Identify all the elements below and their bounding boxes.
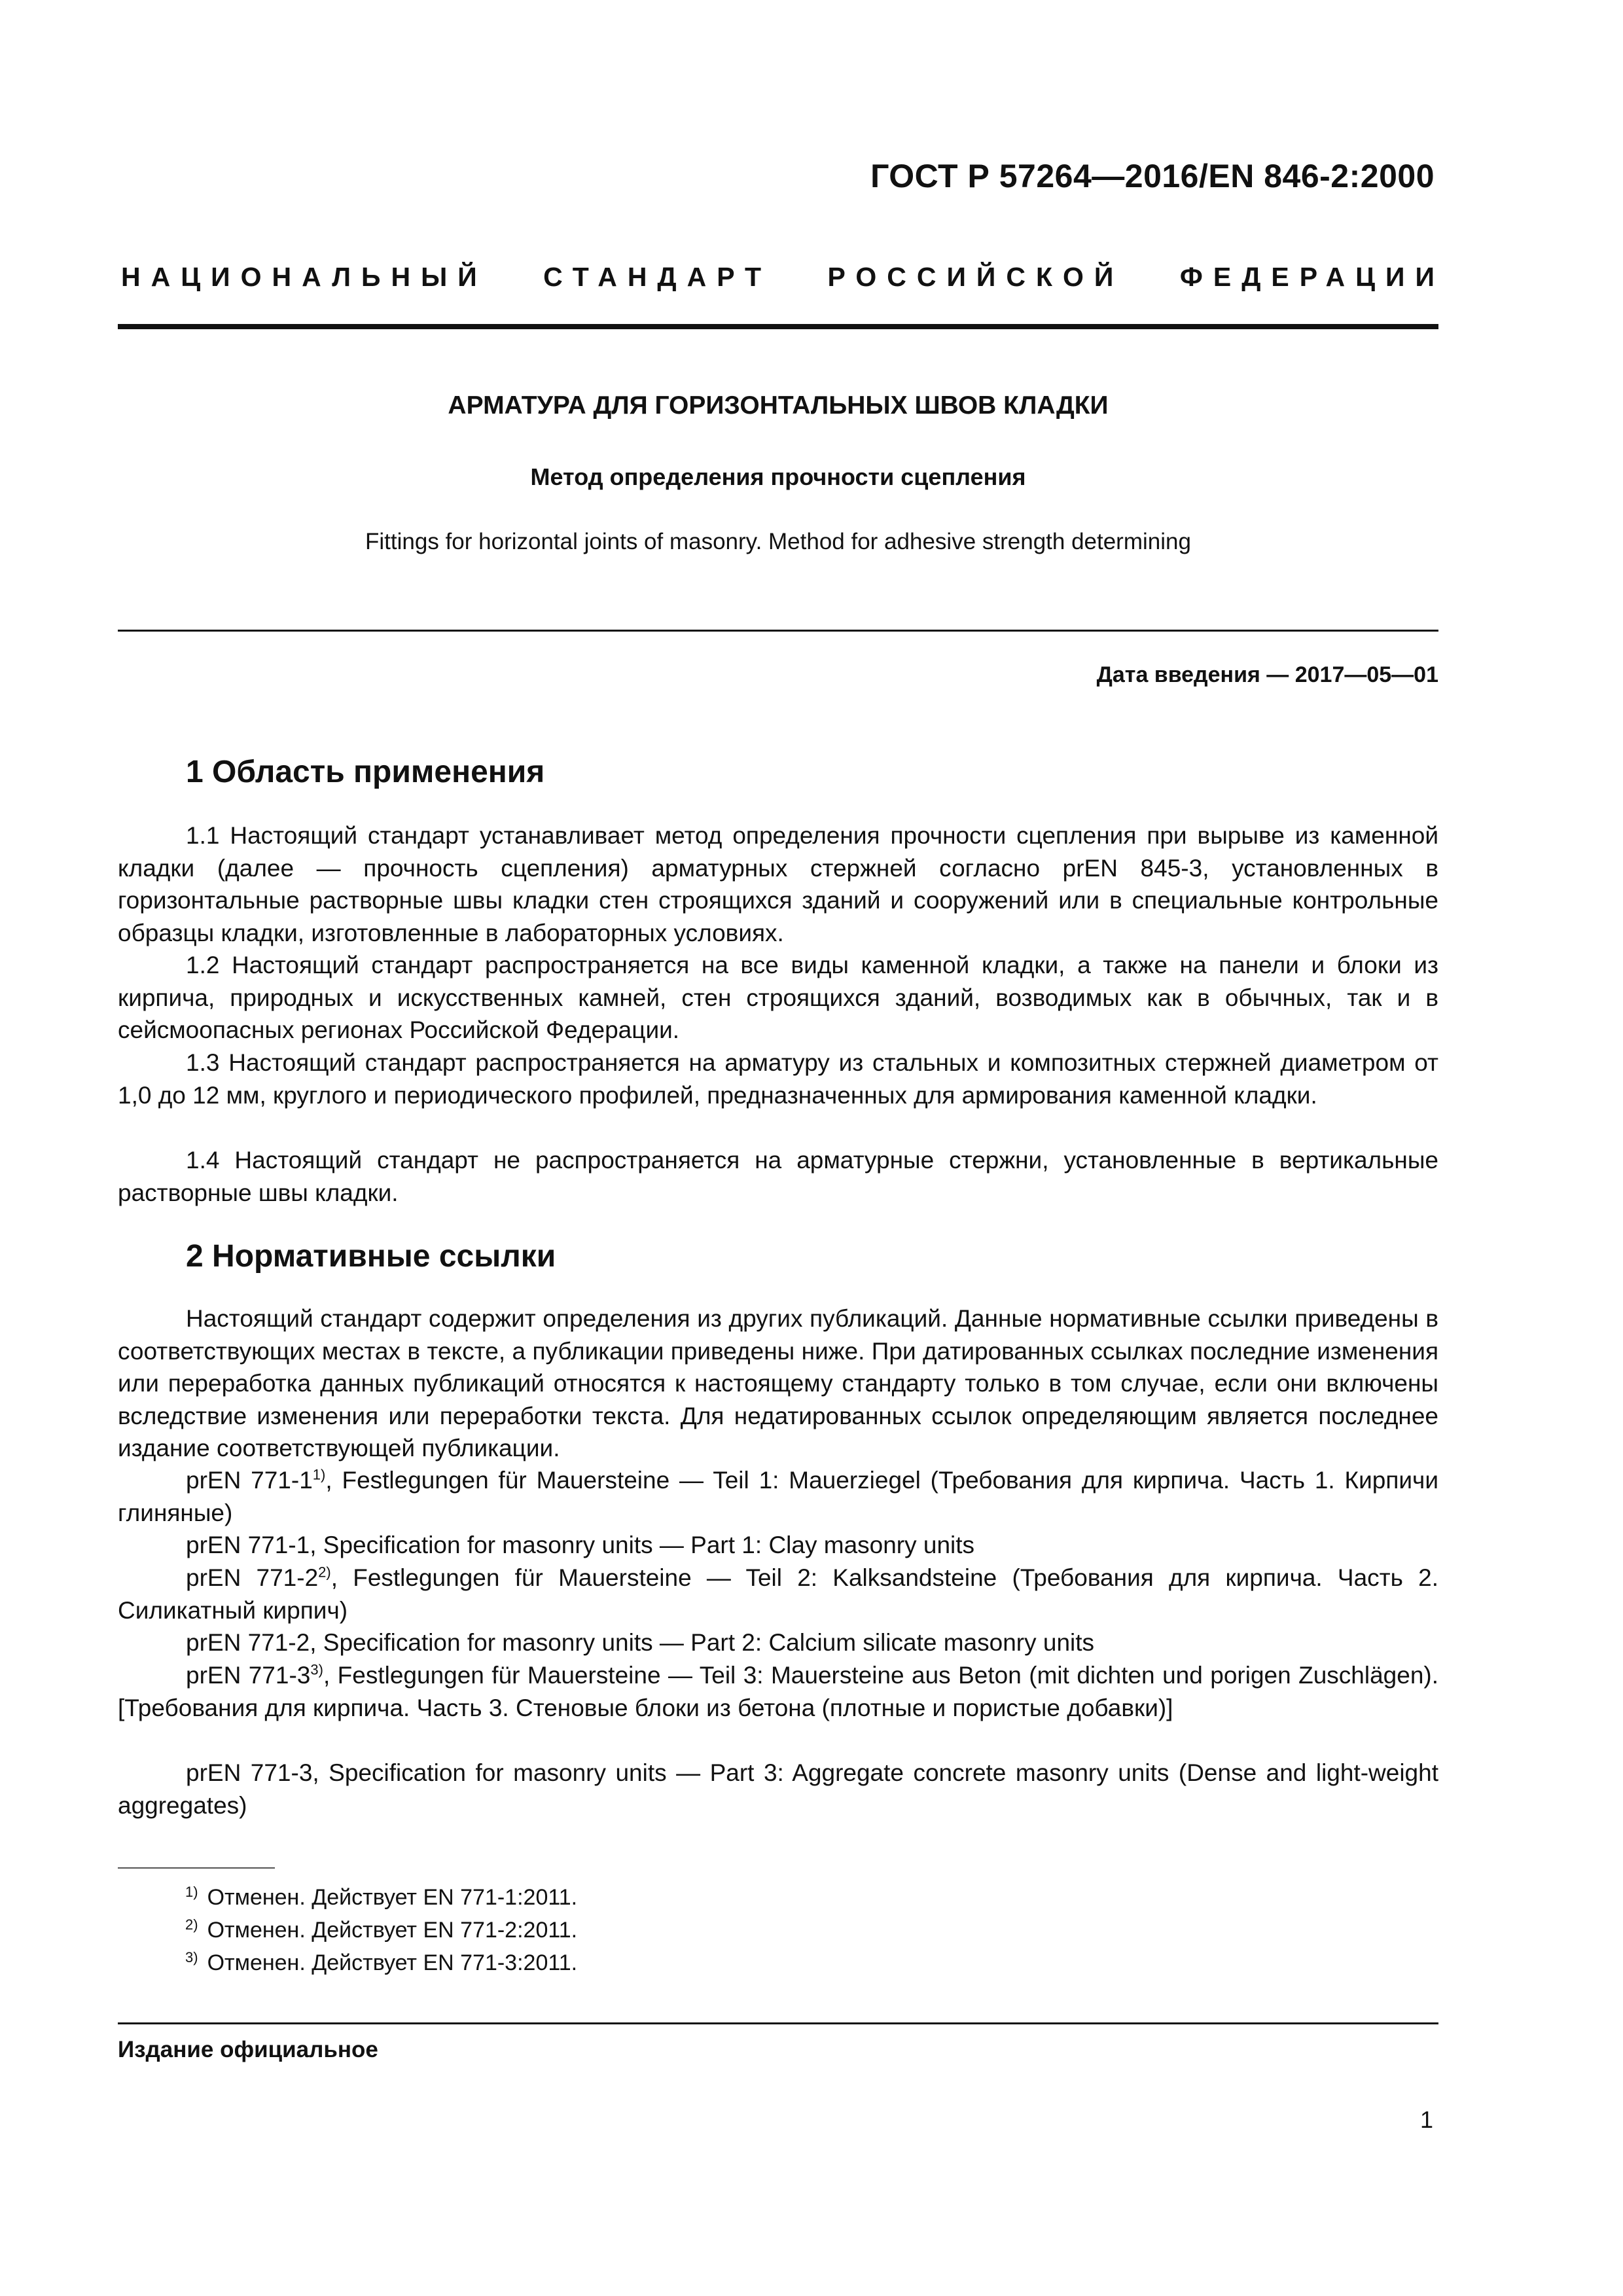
- section-2-intro: [118, 1302, 1438, 1465]
- title-divider: [118, 630, 1438, 632]
- reference-code: prEN 771-3: [186, 1662, 311, 1689]
- footnote-text: Отменен. Действует EN 771-1:2011.: [207, 1885, 578, 1910]
- footnote-marker: 2): [318, 1564, 331, 1581]
- page-number: 1: [1419, 2106, 1433, 2133]
- reference-item: [118, 1757, 1438, 1821]
- national-standard-banner: [121, 262, 1445, 293]
- paragraph-text: Настоящий стандарт содержит определения из других публикаций. Данные нормативные ссылки приведены в соответствующих местах в тексте, а публикации приведены ниже. При датированных ссылках последние изменения или переработка данных публикаций относятся к настоящему стандарту только в том случае, если они включены вследствие изменения или переработки текста. Для недатированных ссылок определяющим является последнее издание соответствующей публикации.: [118, 1305, 1438, 1462]
- reference-text: , Festlegungen für Mauersteine — Teil 2: Kalksandsteine (Требования для кирпича. Часть 2. Силикатный кирпич): [118, 1564, 1438, 1624]
- footnote-mark: 2): [185, 1916, 198, 1933]
- edition-label: Издание официальное: [118, 2037, 378, 2062]
- footnote: [185, 1950, 577, 1976]
- reference-code: prEN 771-1: [186, 1532, 310, 1558]
- reference-code: prEN 771-1: [186, 1467, 313, 1494]
- document-subtitle: Метод определения прочности сцепления: [530, 463, 1026, 490]
- reference-text: , Festlegungen für Mauersteine — Teil 1: Mauerziegel (Требования для кирпича. Часть 1. Кирпичи глиняные): [118, 1467, 1438, 1526]
- document-code: ГОСТ Р 57264—2016/EN 846-2:2000: [870, 158, 1435, 194]
- document-title: АРМАТУРА ДЛЯ ГОРИЗОНТАЛЬНЫХ ШВОВ КЛАДКИ: [448, 391, 1109, 420]
- footnote-text: Отменен. Действует EN 771-3:2011.: [207, 1950, 578, 1975]
- footnote-marker: 1): [312, 1466, 326, 1483]
- paragraph-text: 1.2 Настоящий стандарт распространяется на все виды каменной кладки, а также на панели и блоки из кирпича, природных и искусственных камней, стен строящихся зданий, возводимых как в обычных, так и в сейсмоопасных регионах Российской Федерации.: [118, 952, 1438, 1043]
- banner-word: РОССИЙСКОЙ: [827, 262, 1124, 292]
- footnote: [185, 1918, 577, 1943]
- reference-text: , Specification for masonry units — Part 1: Clay masonry units: [310, 1532, 975, 1558]
- paragraph-text: 1.4 Настоящий стандарт не распространяется на арматурные стержни, установленные в вертикальные растворные швы кладки.: [118, 1147, 1438, 1206]
- footnote-text: Отменен. Действует EN 771-2:2011.: [207, 1918, 578, 1943]
- reference-text: , Specification for masonry units — Part 2: Calcium silicate masonry units: [310, 1629, 1095, 1656]
- footer-divider: [118, 2022, 1438, 2024]
- header-divider: [118, 324, 1438, 329]
- footnote-mark: 3): [185, 1948, 198, 1965]
- reference-item: [118, 1626, 1438, 1659]
- paragraph-1-1: [118, 819, 1438, 949]
- reference-item: [118, 1464, 1438, 1529]
- banner-word: ФЕДЕРАЦИИ: [1179, 262, 1445, 292]
- reference-item: [118, 1659, 1438, 1724]
- banner-word: СТАНДАРТ: [543, 262, 772, 292]
- banner-word: НАЦИОНАЛЬНЫЙ: [121, 262, 488, 292]
- reference-code: prEN 771-2: [186, 1564, 319, 1591]
- footnote-divider: [118, 1867, 275, 1869]
- reference-code: prEN 771-3: [186, 1759, 313, 1786]
- footnote: [185, 1885, 577, 1910]
- english-title: Fittings for horizontal joints of masonry. Method for adhesive strength determining: [365, 529, 1191, 554]
- reference-item: [118, 1562, 1438, 1626]
- section-1-heading: 1 Область применения: [186, 755, 545, 789]
- reference-text: , Festlegungen für Mauersteine — Teil 3: Mauersteine aus Beton (mit dichten und porigen Zuschlägen). [Требования для кирпича. Часть 3. Стеновые блоки из бетона (плотные и пористые добавки)]: [118, 1662, 1438, 1721]
- section-2-heading: 2 Нормативные ссылки: [186, 1239, 556, 1274]
- paragraph-1-4: [118, 1144, 1438, 1209]
- paragraph-text: 1.1 Настоящий стандарт устанавливает метод определения прочности сцепления при вырыве из каменной кладки (далее — прочность сцепления) арматурных стержней согласно prEN 845-3, установленных в горизонтальные растворные швы кладки стен строящихся зданий и сооружений или в специальные контрольные образцы кладки, изготовленные в лабораторных условиях.: [118, 822, 1438, 946]
- paragraph-1-2: [118, 949, 1438, 1047]
- reference-code: prEN 771-2: [186, 1629, 310, 1656]
- footnote-marker: 3): [310, 1661, 323, 1678]
- paragraph-text: 1.3 Настоящий стандарт распространяется на арматуру из стальных и композитных стержней диаметром от 1,0 до 12 мм, круглого и периодического профилей, предназначенных для армирования каменной кладки.: [118, 1049, 1438, 1109]
- reference-text: , Specification for masonry units — Part 3: Aggregate concrete masonry units (Dense and light-weight aggregates): [118, 1759, 1438, 1819]
- reference-item: [118, 1529, 1438, 1562]
- paragraph-1-3: [118, 1047, 1438, 1111]
- footnote-mark: 1): [185, 1883, 198, 1900]
- introduction-date: Дата введения — 2017—05—01: [1096, 662, 1438, 687]
